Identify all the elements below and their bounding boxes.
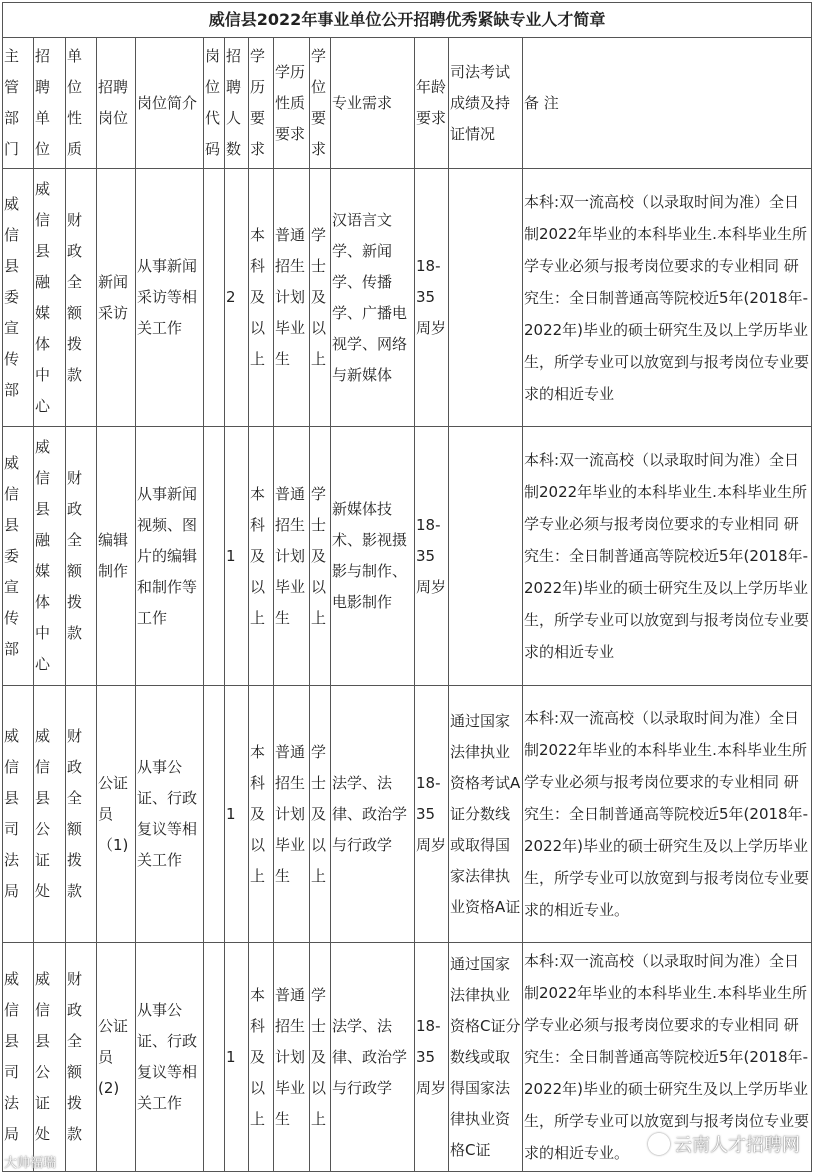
cell-judicial	[449, 169, 523, 427]
cell-remark: 本科:双一流高校（以录取时间为准）全日制2022年毕业的本科毕业生.本科毕业生所学专业必须与报考岗位要求的专业相同 研究生：全日制普通高等院校近5年(2018年-2022年)毕业的硕士研究生及以上学历毕业生，所学专业可以放宽到与报考岗位专业要求的相近专业。	[523, 943, 812, 1172]
cell-nature: 财政全额拨款	[66, 686, 97, 943]
cell-edu-type: 普通招生计划毕业生	[274, 943, 310, 1172]
header-unit: 招聘单位	[34, 38, 66, 169]
cell-dept: 威信县委宣传部	[3, 427, 34, 686]
cell-dept: 威信县委宣传部	[3, 169, 34, 427]
cell-count: 1	[225, 686, 249, 943]
cell-unit: 威信县公证处	[34, 943, 66, 1172]
cell-count: 2	[225, 169, 249, 427]
cell-code	[204, 686, 225, 943]
header-intro: 岗位简介	[136, 38, 204, 169]
header-count: 招聘人数	[225, 38, 249, 169]
cell-edu: 本科及以上	[249, 169, 274, 427]
header-degree: 学位要求	[310, 38, 331, 169]
header-dept: 主管部门	[3, 38, 34, 169]
cell-remark: 本科:双一流高校（以录取时间为准）全日制2022年毕业的本科毕业生.本科毕业生所学专业必须与报考岗位要求的专业相同 研究生：全日制普通高等院校近5年(2018年-2022年)毕业的硕士研究生及以上学历毕业生，所学专业可以放宽到与报考岗位专业要求的相近专业	[523, 427, 812, 686]
cell-major: 汉语言文学、新闻学、传播学、广播电视学、网络与新媒体	[331, 169, 415, 427]
cell-intro: 从事新闻采访等相关工作	[136, 169, 204, 427]
cell-degree: 学士及以上	[310, 169, 331, 427]
cell-post: 新闻采访	[97, 169, 136, 427]
cell-judicial	[449, 427, 523, 686]
cell-code	[204, 943, 225, 1172]
cell-edu: 本科及以上	[249, 686, 274, 943]
table-row	[3, 427, 812, 686]
header-nature: 单位性质	[66, 38, 97, 169]
cell-edu-type: 普通招生计划毕业生	[274, 169, 310, 427]
cell-judicial: 通过国家法律执业资格C证分数线或取得国家法律执业资格C证	[449, 943, 523, 1172]
cell-unit: 威信县融媒体中心	[34, 169, 66, 427]
cell-remark: 本科:双一流高校（以录取时间为准）全日制2022年毕业的本科毕业生.本科毕业生所学专业必须与报考岗位要求的专业相同 研究生：全日制普通高等院校近5年(2018年-2022年)毕业的硕士研究生及以上学历毕业生，所学专业可以放宽到与报考岗位专业要求的相近专业	[523, 169, 812, 427]
cell-major: 法学、法律、政治学与行政学	[331, 686, 415, 943]
table-row	[3, 686, 812, 943]
cell-code	[204, 169, 225, 427]
header-code: 岗位代码	[204, 38, 225, 169]
cell-intro: 从事公证、行政复议等相关工作	[136, 686, 204, 943]
cell-nature: 财政全额拨款	[66, 943, 97, 1172]
cell-nature: 财政全额拨款	[66, 169, 97, 427]
cell-post: 编辑制作	[97, 427, 136, 686]
recruitment-table	[2, 2, 812, 1172]
header-row	[3, 38, 812, 169]
table-row	[3, 169, 812, 427]
cell-count: 1	[225, 427, 249, 686]
header-edu-type: 学历性质要求	[274, 38, 310, 169]
watermark-left: 大帅福瑞	[4, 1156, 57, 1171]
cell-nature: 财政全额拨款	[66, 427, 97, 686]
cell-major: 新媒体技术、影视摄影与制作、电影制作	[331, 427, 415, 686]
cell-dept: 威信县司法局	[3, 943, 34, 1172]
header-edu: 学历要求	[249, 38, 274, 169]
cell-edu-type: 普通招生计划毕业生	[274, 427, 310, 686]
cell-remark: 本科:双一流高校（以录取时间为准）全日制2022年毕业的本科毕业生.本科毕业生所学专业必须与报考岗位要求的专业相同 研究生：全日制普通高等院校近5年(2018年-2022年)毕业的硕士研究生及以上学历毕业生，所学专业可以放宽到与报考岗位专业要求的相近专业。	[523, 686, 812, 943]
header-post: 招聘岗位	[97, 38, 136, 169]
cell-age: 18-35周岁	[415, 686, 449, 943]
cell-dept: 威信县司法局	[3, 686, 34, 943]
watermark-right	[648, 1131, 800, 1157]
cell-age: 18-35周岁	[415, 427, 449, 686]
header-remark: 备 注	[523, 38, 812, 169]
header-major: 专业需求	[331, 38, 415, 169]
watermark-right-text: 云南人才招聘网	[674, 1135, 800, 1156]
cell-age: 18-35周岁	[415, 169, 449, 427]
cell-unit: 威信县公证处	[34, 686, 66, 943]
cell-edu-type: 普通招生计划毕业生	[274, 686, 310, 943]
cell-post: 公证员(2)	[97, 943, 136, 1172]
header-age: 年龄要求	[415, 38, 449, 169]
cell-edu: 本科及以上	[249, 427, 274, 686]
cell-intro: 从事公证、行政复议等相关工作	[136, 943, 204, 1172]
cell-judicial: 通过国家法律执业资格考试A证分数线或取得国家法律执业资格A证	[449, 686, 523, 943]
cell-degree: 学士及以上	[310, 427, 331, 686]
header-judicial: 司法考试成绩及持证情况	[449, 38, 523, 169]
cell-intro: 从事新闻视频、图片的编辑和制作等工作	[136, 427, 204, 686]
cell-degree: 学士及以上	[310, 686, 331, 943]
page-title: 威信县2022年事业单位公开招聘优秀紧缺专业人才简章	[3, 3, 812, 38]
cell-degree: 学士及以上	[310, 943, 331, 1172]
cell-count: 1	[225, 943, 249, 1172]
cell-post: 公证员（1)	[97, 686, 136, 943]
cell-unit: 威信县融媒体中心	[34, 427, 66, 686]
wechat-icon	[648, 1133, 670, 1155]
cell-major: 法学、法律、政治学与行政学	[331, 943, 415, 1172]
cell-edu: 本科及以上	[249, 943, 274, 1172]
cell-code	[204, 427, 225, 686]
cell-age: 18-35周岁	[415, 943, 449, 1172]
